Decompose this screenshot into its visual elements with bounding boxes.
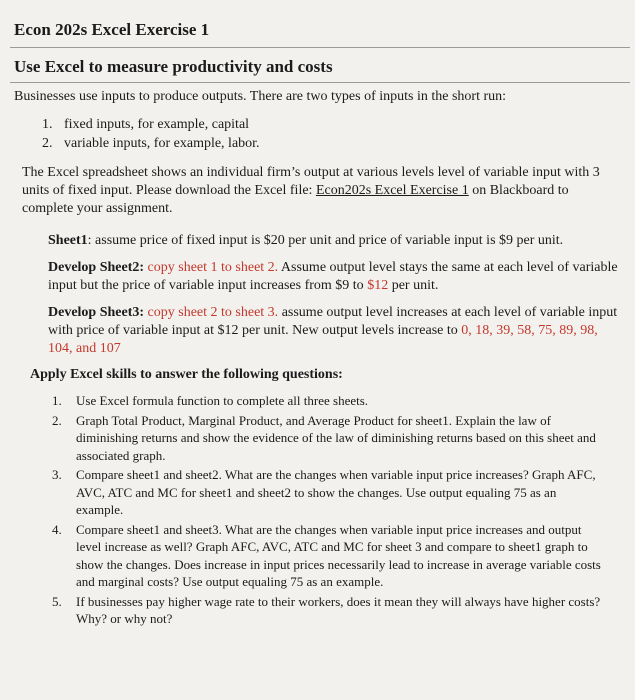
document-title: Econ 202s Excel Exercise 1 <box>14 20 210 39</box>
sheet1-instructions: Sheet1: assume price of fixed input is $20 per unit and price of variable input is $9 per unit. <box>48 233 564 248</box>
questions-heading: Apply Excel skills to answer the following questions: <box>30 367 343 382</box>
question-item: 1. Use Excel formula function to complete all three sheets. <box>52 393 369 408</box>
sheet3-instructions: Develop Sheet3: copy sheet 2 to sheet 3. assume output level increases at each level of variable input with price of variable input at $12 per unit. New output levels increase to 0, 18, 39, 58, 75, 89, 98, 104, and 107 <box>48 305 618 356</box>
list-item: 2. variable inputs, for example, labor. <box>42 136 260 151</box>
subtitle-divider <box>10 82 630 83</box>
title-divider <box>10 47 630 48</box>
input-types-list <box>42 115 260 153</box>
excel-file-link[interactable]: Econ202s Excel Exercise 1 <box>315 183 469 198</box>
sheet2-instructions: Develop Sheet2: copy sheet 1 to sheet 2. Assume output level stays the same at each level of variable input but the price of variable input increases from $9 to $12 per unit. <box>48 260 618 293</box>
list-item: 1. fixed inputs, for example, capital <box>42 117 250 132</box>
document-subtitle: Use Excel to measure productivity and costs <box>14 57 333 76</box>
spreadsheet-description: The Excel spreadsheet shows an individual firm’s output at various levels level of variable input with 3 units of fixed input. Please download the Excel file: Econ202s Excel Exercise 1 on Blackboard to complete your assignment. <box>22 165 600 216</box>
question-item: 4. Compare sheet1 and sheet3. What are the changes when variable input price increases and output level increase as well? Graph AFC, AVC, ATC and MC for sheet 3 and compare to sheet1 graph to show the changes. Does increase in input prices necessarily lead to increase in average variable costs and marginal costs? Use output equaling 75 as an example. <box>52 521 601 589</box>
question-item: 5. If businesses pay higher wage rate to their workers, does it mean they will always have higher costs? Why? or why not? <box>52 593 601 626</box>
questions-list <box>52 392 602 630</box>
question-item: 3. Compare sheet1 and sheet2. What are the changes when variable input price increases? Graph AFC, AVC, ATC and MC for sheet1 and sheet2 to show the changes. Use output equaling 75 as an example. <box>52 467 596 517</box>
intro-text: Businesses use inputs to produce outputs. There are two types of inputs in the short run: <box>14 89 507 104</box>
question-item: 2. Graph Total Product, Marginal Product, and Average Product for sheet1. Explain the law of diminishing returns and show the evidence of the law of diminishing returns based on this sheet and associated graph. <box>52 412 596 463</box>
